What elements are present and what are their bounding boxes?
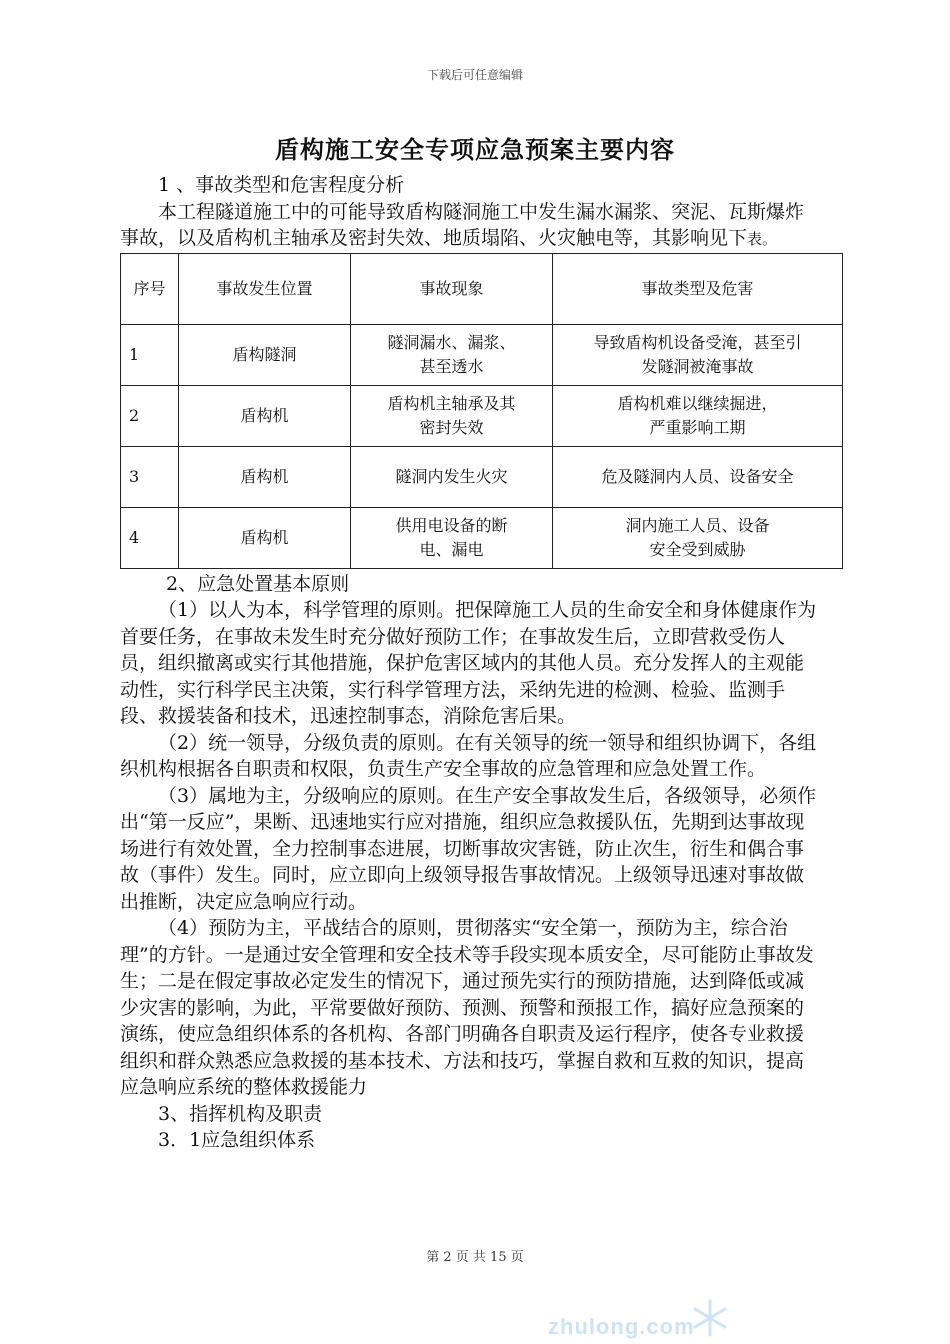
table-header-row <box>121 253 843 324</box>
cell-line: 导致盾构机设备受淹，甚至引 <box>593 332 802 352</box>
cell-no: 2 <box>121 385 179 446</box>
accident-table <box>120 253 843 569</box>
cell-hazard <box>553 507 843 568</box>
cell-hazard <box>553 324 843 385</box>
header-cell-no: 序号 <box>121 253 179 324</box>
principle-4: （4）预防为主，平战结合的原则，贯彻落实“安全第一，预防为主，综合治理”的方针。一是通过安全管理和安全技术等手段实现本质安全，尽可能防止事故发生；二是在假定事故必定发生的情况下，通过预先实行的预防措施，达到降低或减少灾害的影响，为此，平常要做好预防、预测、预警和预报工作，搞好应急预案的演练，使应急组织体系的各机构、各部门明确各自职责及运行程序，使各专业救援组织和群众熟悉应急救援的基本技术、方法和技巧，掌握自救和互救的知识，提高应急响应系统的整体救援能力 <box>120 917 814 1098</box>
cell-no: 3 <box>121 446 179 507</box>
document-body <box>120 172 820 1154</box>
cell-line: 盾构机难以继续掘进， <box>617 393 778 413</box>
document-title: 盾构施工安全专项应急预案主要内容 <box>275 135 675 164</box>
table-row <box>121 507 843 568</box>
section1-intro-tail: 表。 <box>747 230 778 248</box>
section1-intro-main: 本工程隧道施工中的可能导致盾构隧洞施工中发生漏水漏浆、突泥、瓦斯爆炸事故，以及盾构机主轴承及密封失效、地质塌陷、火灾触电等，其影响见下 <box>120 200 805 249</box>
cell-phenomenon <box>351 385 553 446</box>
cell-location: 盾构机 <box>179 385 351 446</box>
cell-line: 洞内施工人员、设备 <box>625 515 770 535</box>
header-cell-hazard: 事故类型及危害 <box>553 253 843 324</box>
principle-3: （3）属地为主，分级响应的原则。在生产安全事故发生后，各级领导，必须作出“第一反应”，果断、迅速地实行应对措施，组织应急救援队伍，先期到达事故现场进行有效处置，全力控制事态进展，切断事故灾害链，防止次生，衍生和偶合事故（事件）发生。同时，应立即向上级领导报告事故情况。上级领导迅速对事故做出推断，决定应急响应行动。 <box>120 784 817 913</box>
section1-intro <box>120 199 820 253</box>
watermark-text: zhulong.com <box>548 1314 695 1339</box>
cell-line: 供用电设备的断 <box>395 515 508 535</box>
principle-2: （2）统一领导，分级负责的原则。在有关领导的统一领导和组织协调下，各组织机构根据各自职责和权限，负责生产安全事故的应急管理和应急处置工作。 <box>120 731 817 780</box>
cell-no: 1 <box>121 324 179 385</box>
cell-line: 严重影响工期 <box>649 417 746 437</box>
cell-location: 盾构机 <box>179 446 351 507</box>
cell-line: 甚至透水 <box>419 356 484 376</box>
cell-line: 安全受到威胁 <box>649 539 746 559</box>
cell-line: 密封失效 <box>419 417 484 437</box>
cell-location: 盾构机 <box>179 507 351 568</box>
table-row <box>121 385 843 446</box>
cell-phenomenon <box>351 324 553 385</box>
cell-hazard <box>553 446 843 507</box>
cell-line: 危及隧洞内人员、设备安全 <box>601 466 794 486</box>
cell-phenomenon <box>351 507 553 568</box>
section3-sub-heading: 3．1应急组织体系 <box>158 1129 316 1151</box>
table-row <box>121 324 843 385</box>
table-row <box>121 446 843 507</box>
header-cell-location: 事故发生位置 <box>179 253 351 324</box>
cell-phenomenon <box>351 446 553 507</box>
header-note: 下载后可任意编辑 <box>426 68 523 82</box>
header-cell-phenomenon: 事故现象 <box>351 253 553 324</box>
section1-heading: 1 、事故类型和危害程度分析 <box>158 174 405 196</box>
section3-heading: 3、指挥机构及职责 <box>158 1102 323 1125</box>
page-footer: 第 2 页 共 15 页 <box>426 1250 524 1265</box>
principle-1: （1）以人为本，科学管理的原则。把保障施工人员的生命安全和身体健康作为首要任务，在事故未发生时充分做好预防工作；在事故发生后，立即营救受伤人员，组织撤离或实行其他措施，保护危害区域内的其他人员。充分发挥人的主观能动性，实行科学民主决策，实行科学管理方法，采纳先进的检测、检验、监测手段、救援装备和技术，迅速控制事态，消除危害后果。 <box>120 599 817 727</box>
section2-heading: 2、应急处置基本原则 <box>166 572 350 595</box>
snowflake-watermark-icon <box>690 1298 730 1338</box>
cell-no: 4 <box>121 507 179 568</box>
cell-line: 发隧洞被淹事故 <box>641 356 754 376</box>
cell-hazard <box>553 385 843 446</box>
cell-location: 盾构隧洞 <box>179 324 351 385</box>
cell-line: 隧洞内发生火灾 <box>395 466 508 486</box>
cell-line: 隧洞漏水、漏浆、 <box>387 332 516 352</box>
cell-line: 电、漏电 <box>419 539 484 559</box>
cell-line: 盾构机主轴承及其 <box>387 393 516 413</box>
